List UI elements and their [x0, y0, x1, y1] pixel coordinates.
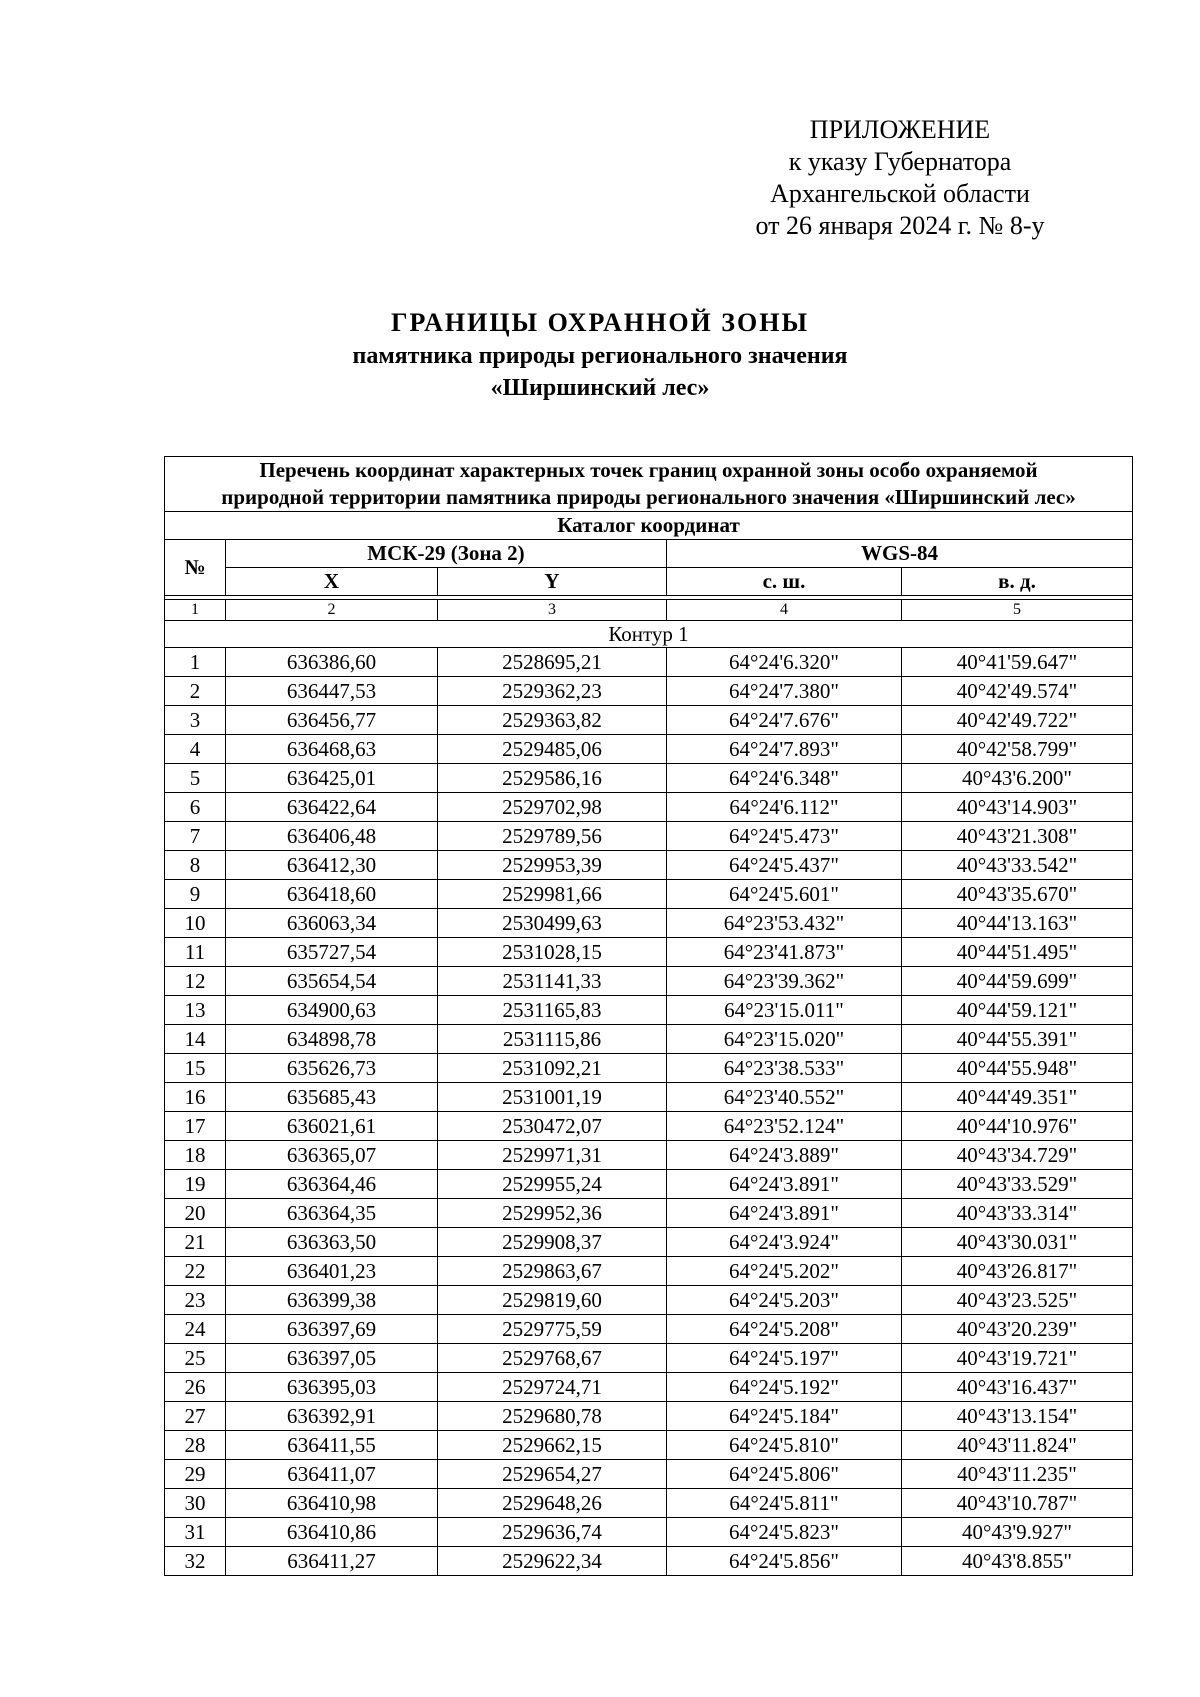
- column-number: 2: [226, 600, 438, 621]
- table-row: [165, 1344, 1133, 1373]
- latitude-cell: 64°24'5.208": [667, 1315, 902, 1344]
- longitude-cell: 40°43'33.542": [902, 851, 1133, 880]
- point-number-cell: 31: [165, 1518, 226, 1547]
- coord-y-cell: 2529981,66: [438, 880, 667, 909]
- coord-y-cell: 2531165,83: [438, 996, 667, 1025]
- title-sub-2: «Ширшинский лес»: [490, 375, 710, 401]
- coord-y-cell: 2529622,34: [438, 1547, 667, 1576]
- latitude-cell: 64°24'5.811": [667, 1489, 902, 1518]
- longitude-cell: 40°44'59.699": [902, 967, 1133, 996]
- point-number-cell: 6: [165, 793, 226, 822]
- column-group-wgs84: WGS-84: [667, 540, 1133, 568]
- coord-y-cell: 2529952,36: [438, 1199, 667, 1228]
- coord-y-cell: 2529363,82: [438, 706, 667, 735]
- point-number-cell: 24: [165, 1315, 226, 1344]
- annex-decree: к указу Губернатора: [788, 147, 1012, 176]
- longitude-cell: 40°43'16.437": [902, 1373, 1133, 1402]
- longitude-cell: 40°43'6.200": [902, 764, 1133, 793]
- coord-x-cell: 635685,43: [226, 1083, 438, 1112]
- coord-y-cell: 2531092,21: [438, 1054, 667, 1083]
- latitude-cell: 64°24'3.889": [667, 1141, 902, 1170]
- coord-x-cell: 636365,07: [226, 1141, 438, 1170]
- coord-x-cell: 636447,53: [226, 677, 438, 706]
- table-row: [165, 793, 1133, 822]
- longitude-cell: 40°44'10.976": [902, 1112, 1133, 1141]
- point-number-cell: 30: [165, 1489, 226, 1518]
- point-number-cell: 12: [165, 967, 226, 996]
- longitude-cell: 40°43'21.308": [902, 822, 1133, 851]
- point-number-cell: 26: [165, 1373, 226, 1402]
- table-row: [165, 880, 1133, 909]
- longitude-cell: 40°43'9.927": [902, 1518, 1133, 1547]
- longitude-cell: 40°41'59.647": [902, 648, 1133, 677]
- coord-x-cell: 634900,63: [226, 996, 438, 1025]
- column-header-x: X: [226, 568, 438, 596]
- latitude-cell: 64°24'5.856": [667, 1547, 902, 1576]
- latitude-cell: 64°24'5.192": [667, 1373, 902, 1402]
- table-row: [165, 1170, 1133, 1199]
- table-row: [165, 648, 1133, 677]
- annex-region: Архангельской области: [770, 179, 1030, 208]
- coordinates-table: [164, 456, 1133, 1576]
- coord-y-cell: 2529768,67: [438, 1344, 667, 1373]
- table-row: [165, 706, 1133, 735]
- coord-x-cell: 636364,46: [226, 1170, 438, 1199]
- table-row: [165, 822, 1133, 851]
- coord-x-cell: 636401,23: [226, 1257, 438, 1286]
- point-number-cell: 11: [165, 938, 226, 967]
- point-number-cell: 1: [165, 648, 226, 677]
- coord-x-cell: 636397,69: [226, 1315, 438, 1344]
- coord-y-cell: 2531115,86: [438, 1025, 667, 1054]
- table-row: [165, 938, 1133, 967]
- point-number-cell: 23: [165, 1286, 226, 1315]
- table-row: [165, 1547, 1133, 1576]
- coord-y-cell: 2529971,31: [438, 1141, 667, 1170]
- table-row: [165, 1460, 1133, 1489]
- table-row: [165, 909, 1133, 938]
- latitude-cell: 64°24'7.676": [667, 706, 902, 735]
- table-row: [165, 1402, 1133, 1431]
- coord-y-cell: 2529586,16: [438, 764, 667, 793]
- coord-x-cell: 636411,27: [226, 1547, 438, 1576]
- coord-x-cell: 636397,05: [226, 1344, 438, 1373]
- point-number-cell: 18: [165, 1141, 226, 1170]
- coord-y-cell: 2529648,26: [438, 1489, 667, 1518]
- latitude-cell: 64°24'7.380": [667, 677, 902, 706]
- table-row: [165, 1257, 1133, 1286]
- coord-x-cell: 636364,35: [226, 1199, 438, 1228]
- coord-x-cell: 636399,38: [226, 1286, 438, 1315]
- coord-y-cell: 2529908,37: [438, 1228, 667, 1257]
- point-number-cell: 20: [165, 1199, 226, 1228]
- coord-x-cell: 636418,60: [226, 880, 438, 909]
- coord-x-cell: 635727,54: [226, 938, 438, 967]
- latitude-cell: 64°24'6.112": [667, 793, 902, 822]
- title-main: ГРАНИЦЫ ОХРАННОЙ ЗОНЫ: [391, 308, 809, 337]
- point-number-cell: 5: [165, 764, 226, 793]
- point-number-cell: 10: [165, 909, 226, 938]
- annex-block: [690, 114, 1110, 242]
- table-row: [165, 1431, 1133, 1460]
- coord-y-cell: 2529654,27: [438, 1460, 667, 1489]
- coord-y-cell: 2529362,23: [438, 677, 667, 706]
- column-number: 1: [165, 600, 226, 621]
- longitude-cell: 40°43'13.154": [902, 1402, 1133, 1431]
- longitude-cell: 40°44'55.948": [902, 1054, 1133, 1083]
- point-number-cell: 28: [165, 1431, 226, 1460]
- document-title: [0, 306, 1200, 404]
- longitude-cell: 40°43'30.031": [902, 1228, 1133, 1257]
- point-number-cell: 3: [165, 706, 226, 735]
- latitude-cell: 64°23'38.533": [667, 1054, 902, 1083]
- table-row: [165, 1054, 1133, 1083]
- longitude-cell: 40°43'34.729": [902, 1141, 1133, 1170]
- table-row: [165, 1083, 1133, 1112]
- coord-x-cell: 636021,61: [226, 1112, 438, 1141]
- table-caption-line-2: природной территории памятника природы регионального значения «Ширшинский лес»: [221, 485, 1076, 509]
- table-row: [165, 1112, 1133, 1141]
- column-number-row: [165, 600, 1133, 621]
- coord-x-cell: 636406,48: [226, 822, 438, 851]
- catalog-heading: Каталог координат: [165, 512, 1133, 540]
- coord-x-cell: 636363,50: [226, 1228, 438, 1257]
- table-row: [165, 1025, 1133, 1054]
- latitude-cell: 64°24'6.348": [667, 764, 902, 793]
- latitude-cell: 64°23'41.873": [667, 938, 902, 967]
- coord-x-cell: 636410,86: [226, 1518, 438, 1547]
- column-number: 3: [438, 600, 667, 621]
- contour-label: Контур 1: [165, 621, 1133, 648]
- annex-date: от 26 января 2024 г. № 8-у: [755, 211, 1045, 240]
- table-row: [165, 1199, 1133, 1228]
- point-number-cell: 7: [165, 822, 226, 851]
- point-number-cell: 27: [165, 1402, 226, 1431]
- table-row: [165, 1141, 1133, 1170]
- coord-x-cell: 636395,03: [226, 1373, 438, 1402]
- longitude-cell: 40°43'20.239": [902, 1315, 1133, 1344]
- coord-x-cell: 636392,91: [226, 1402, 438, 1431]
- coord-x-cell: 634898,78: [226, 1025, 438, 1054]
- coord-y-cell: 2530472,07: [438, 1112, 667, 1141]
- longitude-cell: 40°43'14.903": [902, 793, 1133, 822]
- point-number-cell: 15: [165, 1054, 226, 1083]
- table-row: [165, 1286, 1133, 1315]
- column-header-longitude: в. д.: [902, 568, 1133, 596]
- longitude-cell: 40°44'51.495": [902, 938, 1133, 967]
- column-header-latitude: с. ш.: [667, 568, 902, 596]
- coord-y-cell: 2529636,74: [438, 1518, 667, 1547]
- table-row: [165, 677, 1133, 706]
- point-number-cell: 4: [165, 735, 226, 764]
- column-group-msk29: МСК-29 (Зона 2): [226, 540, 667, 568]
- coord-y-cell: 2531141,33: [438, 967, 667, 996]
- coord-x-cell: 636411,07: [226, 1460, 438, 1489]
- latitude-cell: 64°23'52.124": [667, 1112, 902, 1141]
- table-row: [165, 764, 1133, 793]
- table-row: [165, 1315, 1133, 1344]
- latitude-cell: 64°24'6.320": [667, 648, 902, 677]
- coord-y-cell: 2529702,98: [438, 793, 667, 822]
- coord-x-cell: 635626,73: [226, 1054, 438, 1083]
- table-row: [165, 1228, 1133, 1257]
- longitude-cell: 40°43'35.670": [902, 880, 1133, 909]
- latitude-cell: 64°24'5.823": [667, 1518, 902, 1547]
- longitude-cell: 40°44'59.121": [902, 996, 1133, 1025]
- longitude-cell: 40°43'23.525": [902, 1286, 1133, 1315]
- coord-y-cell: 2529662,15: [438, 1431, 667, 1460]
- coord-y-cell: 2529953,39: [438, 851, 667, 880]
- coord-y-cell: 2529724,71: [438, 1373, 667, 1402]
- coord-y-cell: 2529955,24: [438, 1170, 667, 1199]
- column-header-number: №: [165, 540, 226, 596]
- column-number: 5: [902, 600, 1133, 621]
- latitude-cell: 64°23'39.362": [667, 967, 902, 996]
- longitude-cell: 40°44'13.163": [902, 909, 1133, 938]
- latitude-cell: 64°24'7.893": [667, 735, 902, 764]
- table-row: [165, 1489, 1133, 1518]
- coord-y-cell: 2528695,21: [438, 648, 667, 677]
- latitude-cell: 64°24'3.924": [667, 1228, 902, 1257]
- latitude-cell: 64°23'15.020": [667, 1025, 902, 1054]
- point-number-cell: 13: [165, 996, 226, 1025]
- table-row: [165, 996, 1133, 1025]
- longitude-cell: 40°43'10.787": [902, 1489, 1133, 1518]
- coord-y-cell: 2531001,19: [438, 1083, 667, 1112]
- coord-x-cell: 636063,34: [226, 909, 438, 938]
- coord-x-cell: 636468,63: [226, 735, 438, 764]
- point-number-cell: 14: [165, 1025, 226, 1054]
- coord-y-cell: 2529680,78: [438, 1402, 667, 1431]
- longitude-cell: 40°42'49.722": [902, 706, 1133, 735]
- coord-x-cell: 636412,30: [226, 851, 438, 880]
- longitude-cell: 40°42'58.799": [902, 735, 1133, 764]
- point-number-cell: 29: [165, 1460, 226, 1489]
- latitude-cell: 64°24'5.197": [667, 1344, 902, 1373]
- longitude-cell: 40°43'11.824": [902, 1431, 1133, 1460]
- coord-x-cell: 636425,01: [226, 764, 438, 793]
- point-number-cell: 21: [165, 1228, 226, 1257]
- point-number-cell: 8: [165, 851, 226, 880]
- coord-x-cell: 636456,77: [226, 706, 438, 735]
- coord-x-cell: 636386,60: [226, 648, 438, 677]
- coord-y-cell: 2529863,67: [438, 1257, 667, 1286]
- point-number-cell: 9: [165, 880, 226, 909]
- coord-x-cell: 636410,98: [226, 1489, 438, 1518]
- table-caption-line-1: Перечень координат характерных точек границ охранной зоны особо охраняемой: [259, 458, 1038, 482]
- coord-y-cell: 2529789,56: [438, 822, 667, 851]
- point-number-cell: 32: [165, 1547, 226, 1576]
- longitude-cell: 40°44'49.351": [902, 1083, 1133, 1112]
- coord-x-cell: 636411,55: [226, 1431, 438, 1460]
- point-number-cell: 2: [165, 677, 226, 706]
- table-row: [165, 967, 1133, 996]
- latitude-cell: 64°23'40.552": [667, 1083, 902, 1112]
- point-number-cell: 25: [165, 1344, 226, 1373]
- point-number-cell: 22: [165, 1257, 226, 1286]
- point-number-cell: 19: [165, 1170, 226, 1199]
- latitude-cell: 64°24'5.184": [667, 1402, 902, 1431]
- latitude-cell: 64°24'3.891": [667, 1170, 902, 1199]
- latitude-cell: 64°24'5.473": [667, 822, 902, 851]
- latitude-cell: 64°24'5.806": [667, 1460, 902, 1489]
- longitude-cell: 40°42'49.574": [902, 677, 1133, 706]
- coord-y-cell: 2529819,60: [438, 1286, 667, 1315]
- longitude-cell: 40°43'33.314": [902, 1199, 1133, 1228]
- point-number-cell: 17: [165, 1112, 226, 1141]
- latitude-cell: 64°24'5.202": [667, 1257, 902, 1286]
- annex-label: ПРИЛОЖЕНИЕ: [809, 115, 991, 144]
- latitude-cell: 64°23'53.432": [667, 909, 902, 938]
- table-row: [165, 735, 1133, 764]
- table-caption: [165, 457, 1133, 512]
- latitude-cell: 64°24'5.203": [667, 1286, 902, 1315]
- longitude-cell: 40°43'8.855": [902, 1547, 1133, 1576]
- table-row: [165, 1518, 1133, 1547]
- column-number: 4: [667, 600, 902, 621]
- coord-y-cell: 2529485,06: [438, 735, 667, 764]
- latitude-cell: 64°24'5.601": [667, 880, 902, 909]
- point-number-cell: 16: [165, 1083, 226, 1112]
- table-row: [165, 851, 1133, 880]
- longitude-cell: 40°43'26.817": [902, 1257, 1133, 1286]
- longitude-cell: 40°44'55.391": [902, 1025, 1133, 1054]
- coord-x-cell: 635654,54: [226, 967, 438, 996]
- coord-y-cell: 2530499,63: [438, 909, 667, 938]
- coord-y-cell: 2531028,15: [438, 938, 667, 967]
- latitude-cell: 64°24'3.891": [667, 1199, 902, 1228]
- latitude-cell: 64°24'5.437": [667, 851, 902, 880]
- title-sub-1: памятника природы регионального значения: [352, 343, 848, 369]
- latitude-cell: 64°23'15.011": [667, 996, 902, 1025]
- longitude-cell: 40°43'19.721": [902, 1344, 1133, 1373]
- longitude-cell: 40°43'33.529": [902, 1170, 1133, 1199]
- latitude-cell: 64°24'5.810": [667, 1431, 902, 1460]
- coord-y-cell: 2529775,59: [438, 1315, 667, 1344]
- column-header-y: Y: [438, 568, 667, 596]
- longitude-cell: 40°43'11.235": [902, 1460, 1133, 1489]
- table-row: [165, 1373, 1133, 1402]
- coord-x-cell: 636422,64: [226, 793, 438, 822]
